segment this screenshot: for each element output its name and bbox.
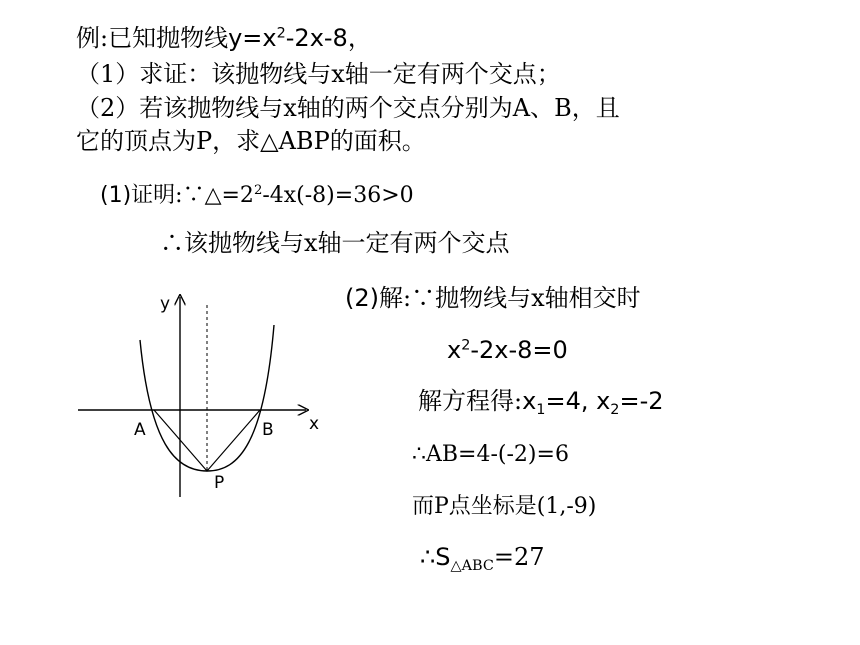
parabola-graph	[0, 285, 340, 515]
root-v1: =4,	[545, 387, 597, 415]
problem-exponent: 2	[276, 25, 286, 42]
problem-line-3: （2）若该抛物线与x轴的两个交点分别为A、B，且	[76, 94, 620, 122]
roots-prefix: 解方程得:	[418, 387, 523, 415]
proof-line	[100, 185, 414, 207]
solution-intro-text: 解:∵抛物线与x轴相交时	[379, 284, 641, 312]
x-axis-label: x	[309, 414, 320, 434]
problem-equation-a: y=x	[228, 24, 277, 52]
area-therefore: ∴	[420, 543, 436, 571]
problem-comma: ，	[347, 24, 372, 52]
point-p-label: P	[214, 473, 225, 493]
equation-rest: -2x-8=0	[470, 336, 568, 364]
equation-x: x	[447, 336, 462, 364]
area-s: S	[435, 543, 451, 571]
root-x2-sub: 2	[610, 402, 620, 419]
proof-exponent: 2	[253, 183, 263, 199]
proof-label: (1)	[100, 183, 132, 208]
area-sub: △ABC	[450, 558, 494, 575]
solution-roots	[418, 387, 664, 419]
proof-text: 证明:∵△=2	[131, 183, 254, 208]
problem-line-1	[76, 26, 372, 50]
proof-conclusion: ∴该抛物线与x轴一定有两个交点	[160, 229, 510, 257]
solution-p-coord: 而P点坐标是(1,-9)	[412, 494, 597, 519]
problem-prefix: 例:已知抛物线	[76, 24, 229, 52]
solution-intro	[345, 286, 641, 310]
root-v2: =-2	[619, 387, 664, 415]
problem-line-4: 它的顶点为P，求△ABP的面积。	[76, 127, 426, 155]
root-x1: x	[522, 387, 537, 415]
equation-exponent: 2	[461, 337, 471, 354]
problem-equation-b: -2x-8	[285, 24, 348, 52]
point-b-label: B	[262, 420, 274, 440]
area-value: =27	[493, 543, 545, 571]
y-axis-label: y	[160, 294, 171, 314]
root-x1-sub: 1	[536, 402, 546, 419]
solution-ab: ∴AB=4-(-2)=6	[412, 442, 569, 467]
solution-equation	[447, 338, 568, 362]
point-a-label: A	[134, 420, 146, 440]
solution-area	[420, 543, 545, 575]
problem-line-2: （1）求证：该抛物线与x轴一定有两个交点；	[76, 60, 561, 88]
root-x2: x	[596, 387, 611, 415]
solution-label: (2)	[345, 284, 379, 312]
proof-rest: -4x(-8)=36>0	[262, 183, 414, 208]
